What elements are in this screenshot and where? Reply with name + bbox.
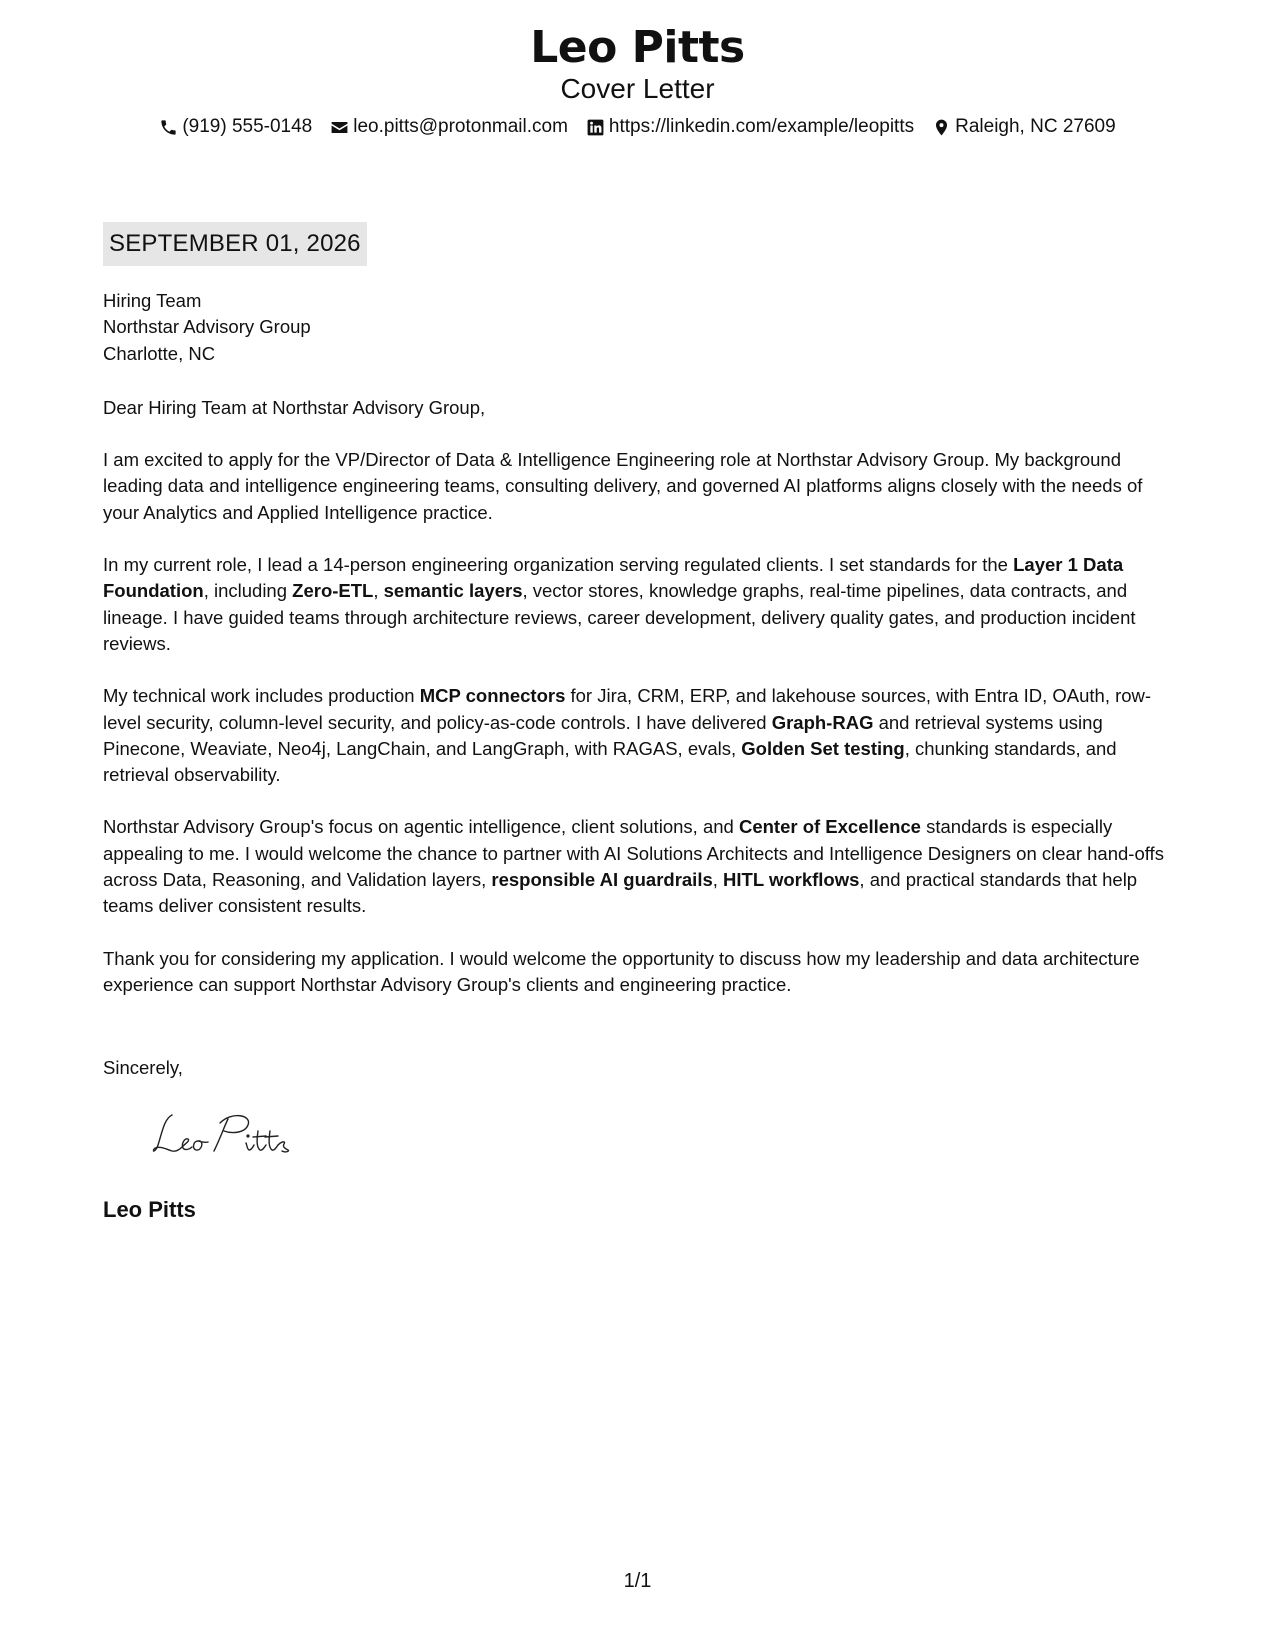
applicant-name: Leo Pitts <box>530 22 745 73</box>
phone-number: (919) 555-0148 <box>182 116 313 137</box>
handwritten-signature <box>150 1105 320 1165</box>
highlight: Golden Set testing <box>741 737 905 759</box>
paragraph-company-fit: Northstar Advisory Group's focus on agentic intelligence, client solutions, and Center of Excellence standards is especially appealing to me. I would welcome the chance to partner with AI Solutions Architects and Intelligence Designers on clear hand-offs across Data, Reasoning, and Validation layers, responsible AI guardrails, HITL workflows, and practical standards that help teams deliver consistent results. <box>103 816 1164 917</box>
linkedin-icon <box>586 118 605 137</box>
highlight: responsible AI guardrails <box>491 869 713 891</box>
highlight: HITL workflows <box>723 869 860 891</box>
highlight: Center of Excellence <box>738 816 921 838</box>
page-number: 1/1 <box>623 1570 652 1592</box>
recipient-line: Hiring Team <box>103 290 202 311</box>
highlight: semantic layers <box>383 580 523 602</box>
salutation: Dear Hiring Team at Northstar Advisory Group, <box>103 396 486 418</box>
recipient-line: Charlotte, NC <box>103 342 216 364</box>
contact-email[interactable] <box>330 114 568 140</box>
email-address[interactable]: leo.pitts@protonmail.com <box>353 116 568 137</box>
recipient-block <box>103 288 1173 367</box>
linkedin-url[interactable]: https://linkedin.com/example/leopitts <box>608 116 915 137</box>
paragraph-current-role: In my current role, I lead a 14-person engineering organization serving regulated clients. I set standards for the Layer 1 Data Foundation, including Zero-ETL, semantic layers, vector stores, knowledge graphs, real-time pipelines, data contracts, and lineage. I have guided teams through architecture reviews, career development, delivery quality gates, and production incident reviews. <box>103 554 1136 654</box>
highlight: Graph-RAG <box>771 711 874 733</box>
document-subtitle: Cover Letter <box>560 73 715 104</box>
contact-linkedin[interactable] <box>586 114 914 140</box>
paragraph-intro: I am excited to apply for the VP/Director of Data & Intelligence Engineering role at Northstar Advisory Group. My background leading data and intelligence engineering teams, consulting delivery, and governed AI platforms aligns closely with the needs of your Analytics and Applied Intelligence practice. <box>103 449 1143 523</box>
letter-date: SEPTEMBER 01, 2026 <box>103 222 367 266</box>
letter-body <box>103 288 1173 998</box>
closing-phrase: Sincerely, <box>103 1057 183 1078</box>
contact-phone <box>159 114 312 140</box>
paragraph-technical: My technical work includes production MCP connectors for Jira, CRM, ERP, and lakehouse sources, with Entra ID, OAuth, row-level security, column-level security, and policy-as-code controls. I have delivered Graph-RAG and retrieval systems using Pinecone, Weaviate, Neo4j, LangChain, and LangGraph, with RAGAS, evals, Golden Set testing, chunking standards, and retrieval observability. <box>103 685 1152 786</box>
signer-name: Leo Pitts <box>103 1197 196 1222</box>
phone-icon <box>159 118 178 137</box>
paragraph-closing: Thank you for considering my application. I would welcome the opportunity to discuss how my leadership and data architecture experience can support Northstar Advisory Group's clients and engineering practice. <box>103 947 1140 995</box>
highlight: Zero-ETL <box>292 580 374 602</box>
location-text: Raleigh, NC 27609 <box>955 116 1116 137</box>
recipient-line: Northstar Advisory Group <box>103 316 311 338</box>
letter-header <box>0 22 1275 140</box>
map-pin-icon <box>932 118 951 137</box>
contact-bar <box>0 114 1275 140</box>
highlight: Layer 1 Data Foundation <box>103 554 1124 602</box>
highlight: MCP connectors <box>419 685 566 707</box>
envelope-icon <box>330 118 349 137</box>
contact-location <box>932 114 1116 140</box>
